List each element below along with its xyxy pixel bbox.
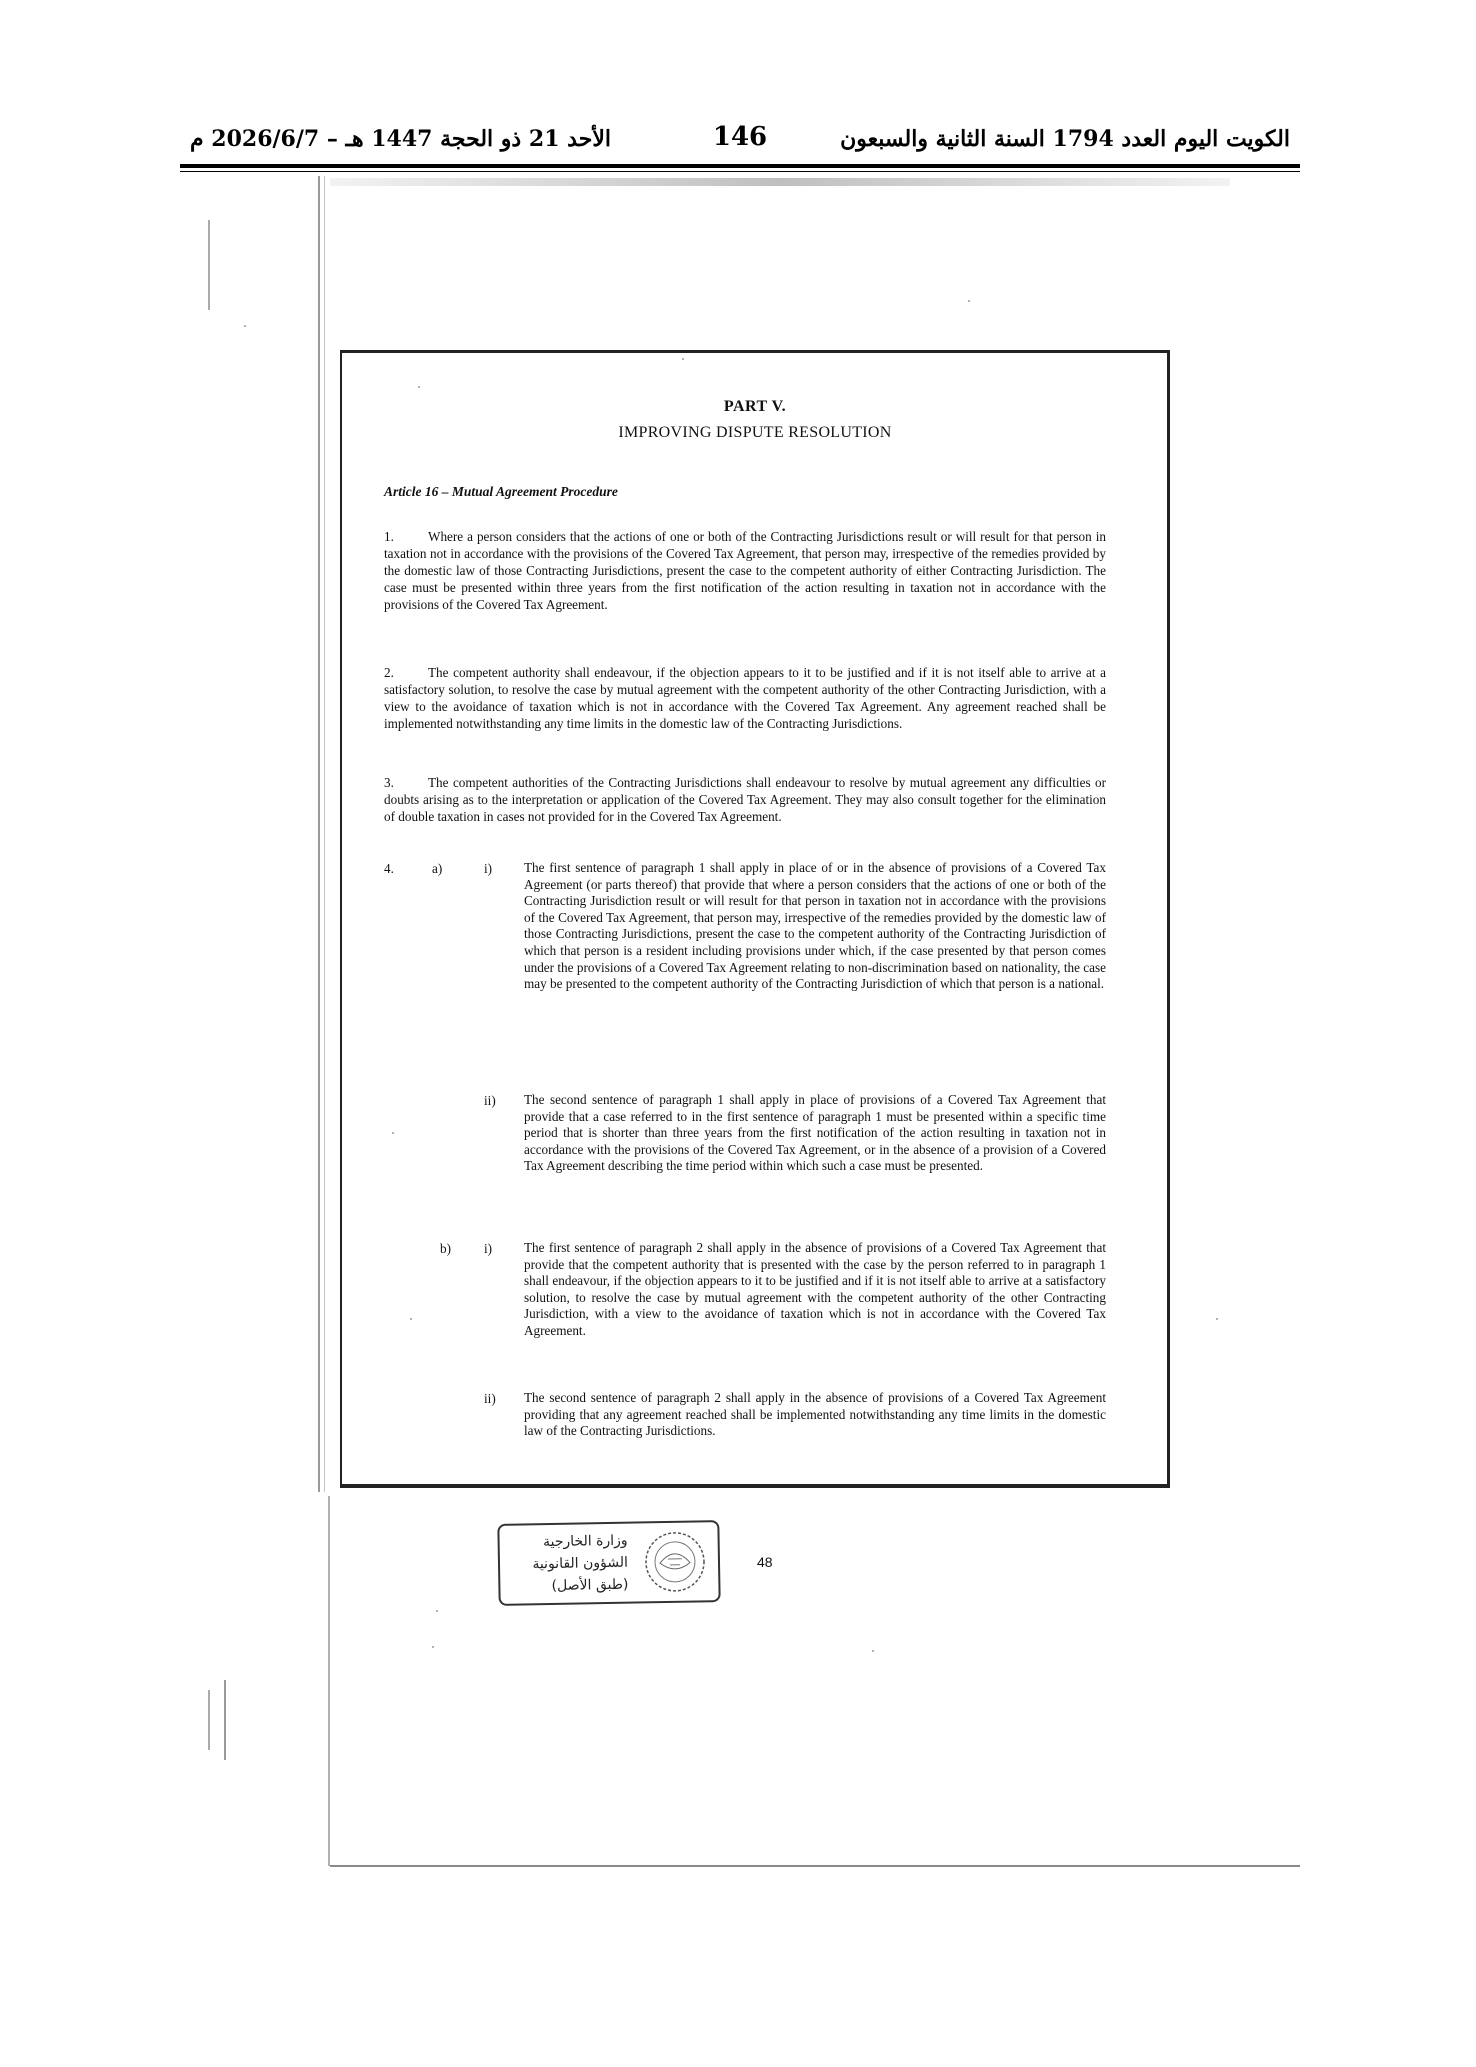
scan-speck	[410, 1318, 412, 1320]
header-page-number: 146	[712, 122, 768, 152]
scan-speck	[872, 1650, 874, 1652]
paragraph-1-text: Where a person considers that the actions of one or both of the Contracting Jurisdictions result or will result for that person in taxation not in accordance with the provisions of the Covered Tax Agreement, that person may, irrespective of the remedies provided by the domestic law of those Contracting Jurisdictions, present the case to the competent authority of either Contracting Jurisdiction. The case must be presented within three years from the first notification of the action resulting in taxation not in accordance with the provisions of the Covered Tax Agreement.	[384, 529, 1106, 612]
scan-edge-left-3	[328, 1496, 330, 1866]
scan-edge-bottom	[330, 1865, 1300, 1867]
stamp-text	[497, 1530, 628, 1598]
scan-speck	[244, 325, 246, 327]
item-b-ii-text: The second sentence of paragraph 2 shall apply in the absence of provisions of a Covered Tax Agreement providing that any agreement reached shall be implemented notwithstanding any time limits in the domestic law of the Contracting Jurisdictions.	[524, 1390, 1106, 1439]
scan-smudge	[330, 178, 1230, 186]
scan-edge-left-1	[318, 176, 320, 1492]
item-a-i-label: i)	[484, 861, 493, 876]
scan-mark-1	[208, 220, 210, 310]
header-rule-thick	[180, 164, 1300, 168]
stamp-line-3: (طبق الأصل)	[551, 1576, 629, 1595]
item-a-ii-text: The second sentence of paragraph 1 shall apply in place of provisions of a Covered Tax Agreement that provide that a case referred to in the first sentence of paragraph 1 must be presented within a specific time period that is shorter than three years from the first notification of the action resulting in taxation not in accordance with the provisions of the Covered Tax Agreement, or in the absence of a provision of a Covered Tax Agreement describing the time period within which such a case must be presented.	[524, 1092, 1106, 1174]
article-title: Article 16 – Mutual Agreement Procedure	[384, 484, 618, 499]
certification-stamp	[497, 1520, 720, 1606]
item-a-i-text: The first sentence of paragraph 1 shall apply in place of or in the absence of provisions of a Covered Tax Agreement (or parts thereof) that provide that where a person considers that the actions of one or both of the Contracting Jurisdiction result or will result for that person in taxation not in accordance with the provisions of the Covered Tax Agreement, that person may, irrespective of the remedies provided by the domestic law of those Contracting Jurisdictions, present the case to the competent authority of the Contracting Jurisdiction of which that person is a resident including provisions under which, if the case presented by that person comes under the provisions of a Covered Tax Agreement relating to non-discrimination based on nationality, the case may be presented to the competent authority of the Contracting Jurisdiction of which that person is a national.	[524, 860, 1106, 992]
paragraph-3	[384, 774, 1106, 844]
item-a-ii-label: ii)	[484, 1093, 496, 1108]
header-date: الأحد 21 ذو الحجة 1447 هـ – 2026/6/7 م	[190, 126, 611, 152]
paragraph-3-text: The competent authorities of the Contracting Jurisdictions shall endeavour to resolve by mutual agreement any difficulties or doubts arising as to the interpretation or application of the Covered Tax Agreement. They may also consult together for the elimination of double taxation in cases not provided for in the Covered Tax Agreement.	[384, 775, 1106, 824]
scan-speck	[682, 358, 684, 360]
paragraph-2	[384, 664, 1106, 768]
scan-speck	[1216, 1318, 1218, 1320]
document-page-number: 48	[757, 1554, 773, 1570]
item-b-label: b)	[440, 1241, 451, 1256]
item-b-i-label: i)	[484, 1241, 493, 1256]
item-b-ii-label: ii)	[484, 1391, 496, 1406]
scan-speck	[392, 1132, 394, 1134]
ministry-seal-icon	[639, 1528, 710, 1595]
paragraph-1-number: 1.	[384, 529, 394, 544]
header-issue: الكويت اليوم العدد 1794 السنة الثانية والسبعون	[840, 126, 1290, 152]
scan-speck	[968, 300, 970, 302]
stamp-line-1: وزارة الخارجية	[542, 1532, 628, 1551]
stamp-line-2: الشؤون القانونية	[532, 1554, 629, 1573]
scan-edge-left-2	[324, 176, 325, 1492]
scan-speck	[418, 386, 420, 388]
gazette-header	[180, 118, 1300, 164]
paragraph-2-text: The competent authority shall endeavour, if the objection appears to it to be justified and if it is not itself able to arrive at a satisfactory solution, to resolve the case by mutual agreement with the competent authority of the other Contracting Jurisdiction, with a view to the avoidance of taxation which is not in accordance with the Covered Tax Agreement. Any agreement reached shall be implemented notwithstanding any time limits in the domestic law of the Contracting Jurisdictions.	[384, 665, 1106, 731]
item-b-i-text: The first sentence of paragraph 2 shall apply in the absence of provisions of a Covered Tax Agreement that provide that the competent authority that is presented with the case by the person referred to in paragraph 1 shall endeavour, if the objection appears to it to be justified and if it is not itself able to arrive at a satisfactory solution, to resolve the case by mutual agreement with the competent authority of the other Contracting Jurisdiction, with a view to the avoidance of taxation which is not in accordance with the Covered Tax Agreement.	[524, 1240, 1106, 1338]
part-subheading: IMPROVING DISPUTE RESOLUTION	[618, 424, 892, 441]
paragraph-3-number: 3.	[384, 775, 394, 790]
paragraph-1	[384, 528, 1106, 650]
item-a-label: a)	[432, 861, 443, 876]
scan-speck	[432, 1646, 434, 1648]
paragraph-4-number: 4.	[384, 861, 394, 876]
scan-mark-3	[224, 1680, 226, 1760]
scan-mark-2	[208, 1690, 210, 1750]
header-rule-thin	[180, 171, 1300, 172]
scan-speck	[436, 1610, 438, 1612]
part-heading: PART V.	[723, 398, 787, 415]
paragraph-2-number: 2.	[384, 665, 394, 680]
